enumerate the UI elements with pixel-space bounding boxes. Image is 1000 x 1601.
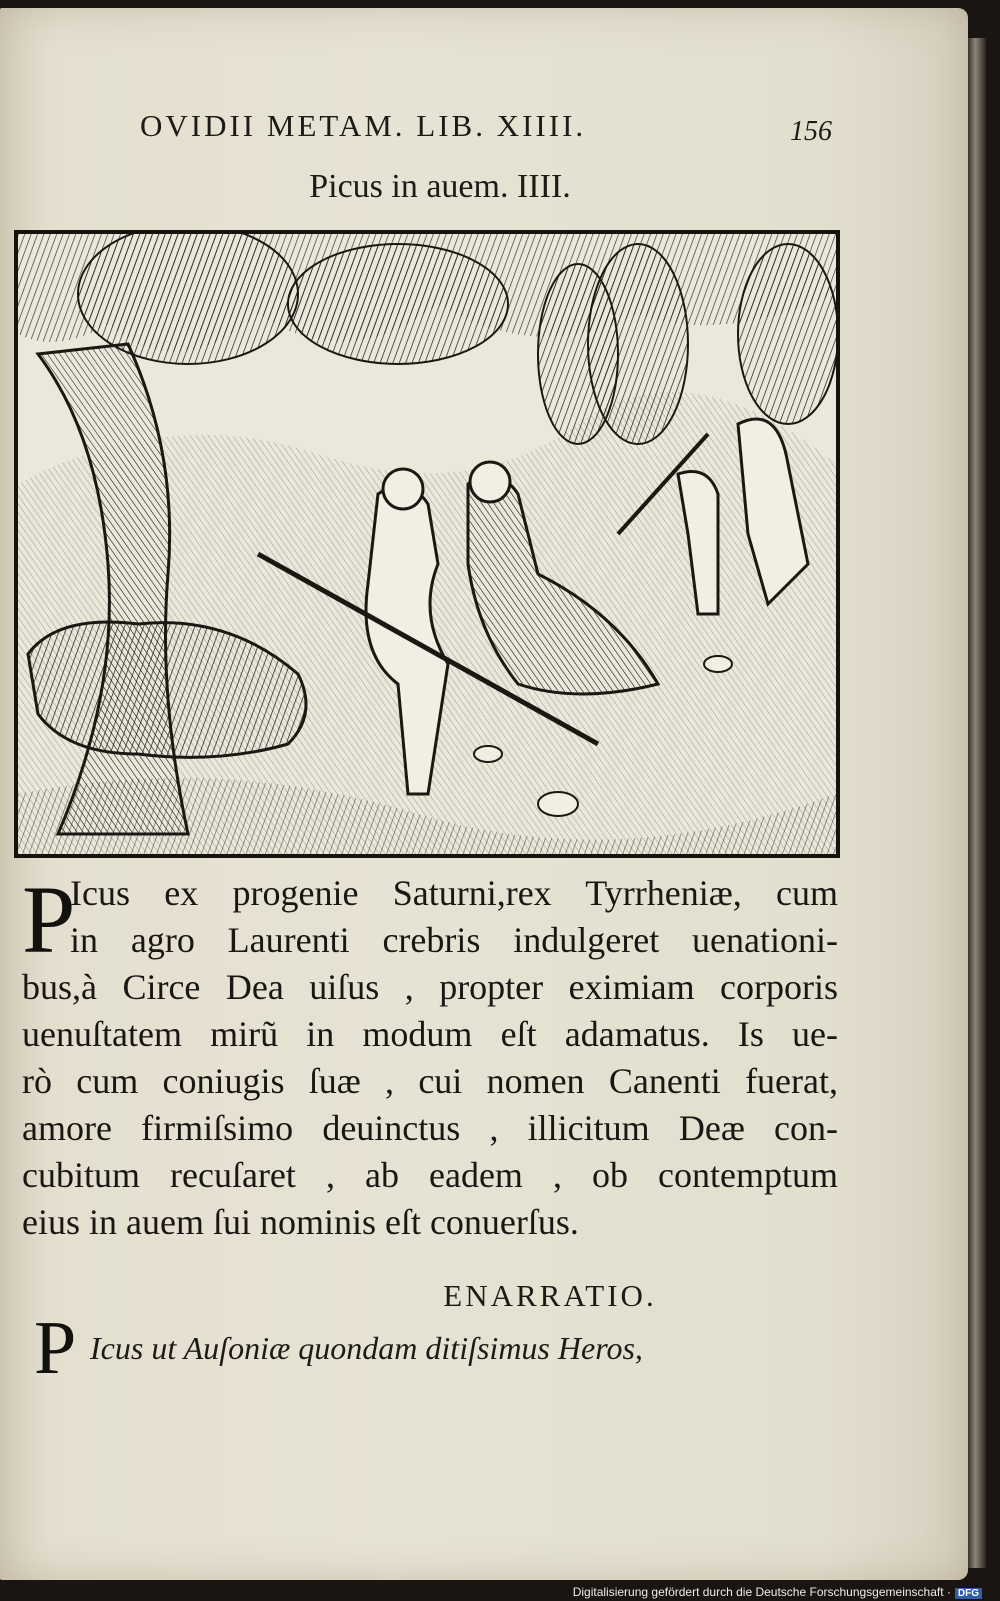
digitization-credit [573, 1585, 982, 1599]
woodcut-hunting-scene-image [18, 234, 836, 854]
text-line: cubitum recuſaret , ab eadem , ob contemptum [22, 1155, 838, 1195]
running-head: OVIDII METAM. LIB. XIIII. [140, 108, 587, 143]
page-edge [968, 38, 986, 1568]
argument-paragraph [22, 866, 838, 1246]
credit-text: Digitalisierung gefördert durch die Deutsche Forschungsgemeinschaft · [572, 1585, 951, 1599]
woodcut-illustration [14, 230, 840, 858]
text-line: bus,à Circe Dea uiſus , propter eximiam corporis [22, 967, 838, 1007]
text-line: Icus ex progenie Saturni,rex Tyrrheniæ, cum [70, 873, 838, 913]
verse-drop-cap: P [34, 1306, 77, 1390]
text-line: uenuſtatem mirũ in modum eſt adamatus. Is ue- [22, 1014, 838, 1054]
verse-line: Icus ut Auſoniæ quondam ditiſsimus Heros, [90, 1330, 643, 1366]
text-line: amore firmiſsimo deuinctus , illicitum Deæ con- [22, 1108, 838, 1148]
drop-cap: P [22, 866, 76, 973]
fable-title: Picus in auem. IIII. [309, 168, 571, 205]
enarratio-heading: ENARRATIO. [443, 1278, 657, 1313]
dfg-logo: DFG [955, 1588, 982, 1599]
text-line: rò cum coniugis ſuæ , cui nomen Canenti fuerat, [22, 1061, 838, 1101]
text-line: eius in auem ſui nominis eſt conuerſus. [22, 1202, 579, 1242]
text-line: in agro Laurenti crebris indulgeret uenationi- [70, 920, 838, 960]
book-page [0, 8, 968, 1580]
page-number: 156 [790, 116, 832, 147]
